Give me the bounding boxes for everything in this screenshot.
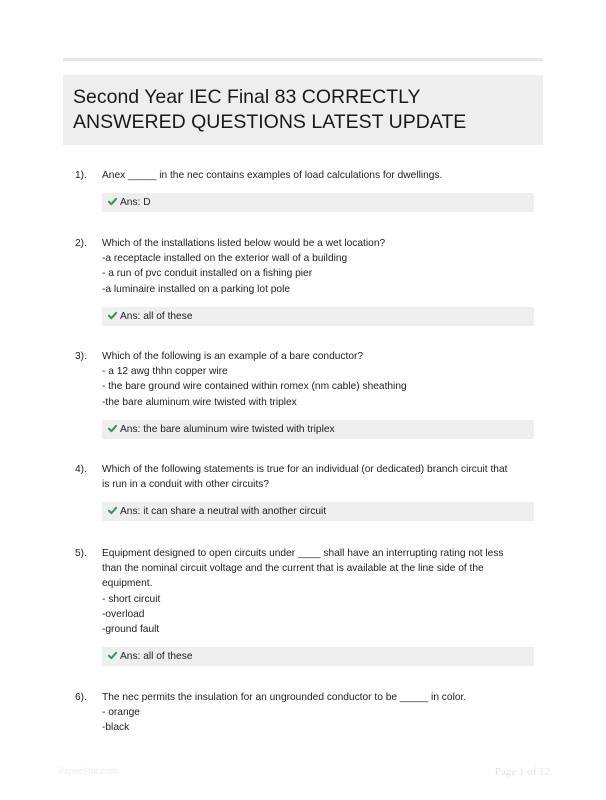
question-line: is run in a conduit with other circuits? [102, 479, 270, 491]
question-number: 4). [75, 464, 87, 475]
question-number: 3). [75, 351, 87, 362]
page-indicator: Page 1 of 12 [494, 766, 550, 778]
answer-text: Ans: all of these [120, 651, 193, 663]
check-icon [108, 311, 117, 320]
answer-box [102, 647, 534, 666]
answer-box [102, 502, 534, 521]
question-4 [63, 462, 543, 521]
title-line: ANSWERED QUESTIONS LATEST UPDATE [73, 111, 467, 133]
answer-text: Ans: it can share a neutral with another circuit [120, 506, 327, 518]
question-text [102, 690, 539, 736]
question-number: 1). [75, 170, 87, 181]
question-line: Which of the following statements is true for an individual (or dedicated) branch circuit that [102, 464, 508, 475]
question-text [102, 349, 539, 410]
question-line: -overload [102, 608, 145, 620]
question-2 [63, 236, 543, 326]
check-icon [108, 651, 117, 660]
footer-watermark: PaperStar.com [58, 766, 118, 776]
question-number: 5). [75, 548, 87, 559]
answer-text: Ans: the bare aluminum wire twisted with triplex [120, 423, 335, 435]
page-title [63, 75, 543, 135]
question-line: Anex _____ in the nec contains examples of load calculations for dwellings. [102, 170, 443, 181]
question-text [102, 462, 539, 492]
question-line: - a 12 awg thhn copper wire [102, 366, 228, 378]
answer-box [102, 420, 534, 439]
question-line: - the bare ground wire contained within romex (nm cable) sheathing [102, 381, 407, 393]
question-line: - orange [102, 707, 140, 719]
question-line: -a receptacle installed on the exterior wall of a building [102, 253, 348, 265]
question-line: The nec permits the insulation for an ungrounded conductor to be _____ in color. [102, 692, 467, 703]
check-icon [108, 506, 117, 515]
question-number: 2). [75, 238, 87, 249]
question-1 [63, 168, 543, 212]
question-text [102, 236, 539, 297]
answer-box [102, 307, 534, 326]
question-line: - short circuit [102, 593, 161, 605]
question-line: - a run of pvc conduit installed on a fishing pier [102, 268, 313, 280]
title-banner [63, 75, 543, 145]
question-5 [63, 546, 543, 666]
question-line: Equipment designed to open circuits under ____ shall have an interrupting rating not less [102, 548, 504, 559]
question-6 [63, 690, 543, 736]
top-divider [63, 58, 543, 61]
question-line: equipment. [102, 578, 153, 590]
question-line: -a luminaire installed on a parking lot pole [102, 283, 291, 295]
question-3 [63, 349, 543, 439]
question-text [102, 168, 539, 183]
check-icon [108, 424, 117, 433]
question-text [102, 546, 539, 637]
question-line: -the bare aluminum wire twisted with triplex [102, 396, 297, 408]
answer-text: Ans: all of these [120, 310, 193, 322]
question-line: Which of the following is an example of a bare conductor? [102, 351, 364, 362]
answer-box [102, 193, 534, 212]
question-line: -ground fault [102, 624, 160, 636]
question-line: Which of the installations listed below would be a wet location? [102, 238, 386, 249]
check-icon [108, 197, 117, 206]
question-number: 6). [75, 692, 87, 703]
answer-text: Ans: D [120, 197, 151, 209]
question-line: -black [102, 722, 130, 734]
question-line: than the nominal circuit voltage and the current that is available at the line side of the [102, 563, 484, 575]
title-line: Second Year IEC Final 83 CORRECTLY [73, 86, 421, 108]
